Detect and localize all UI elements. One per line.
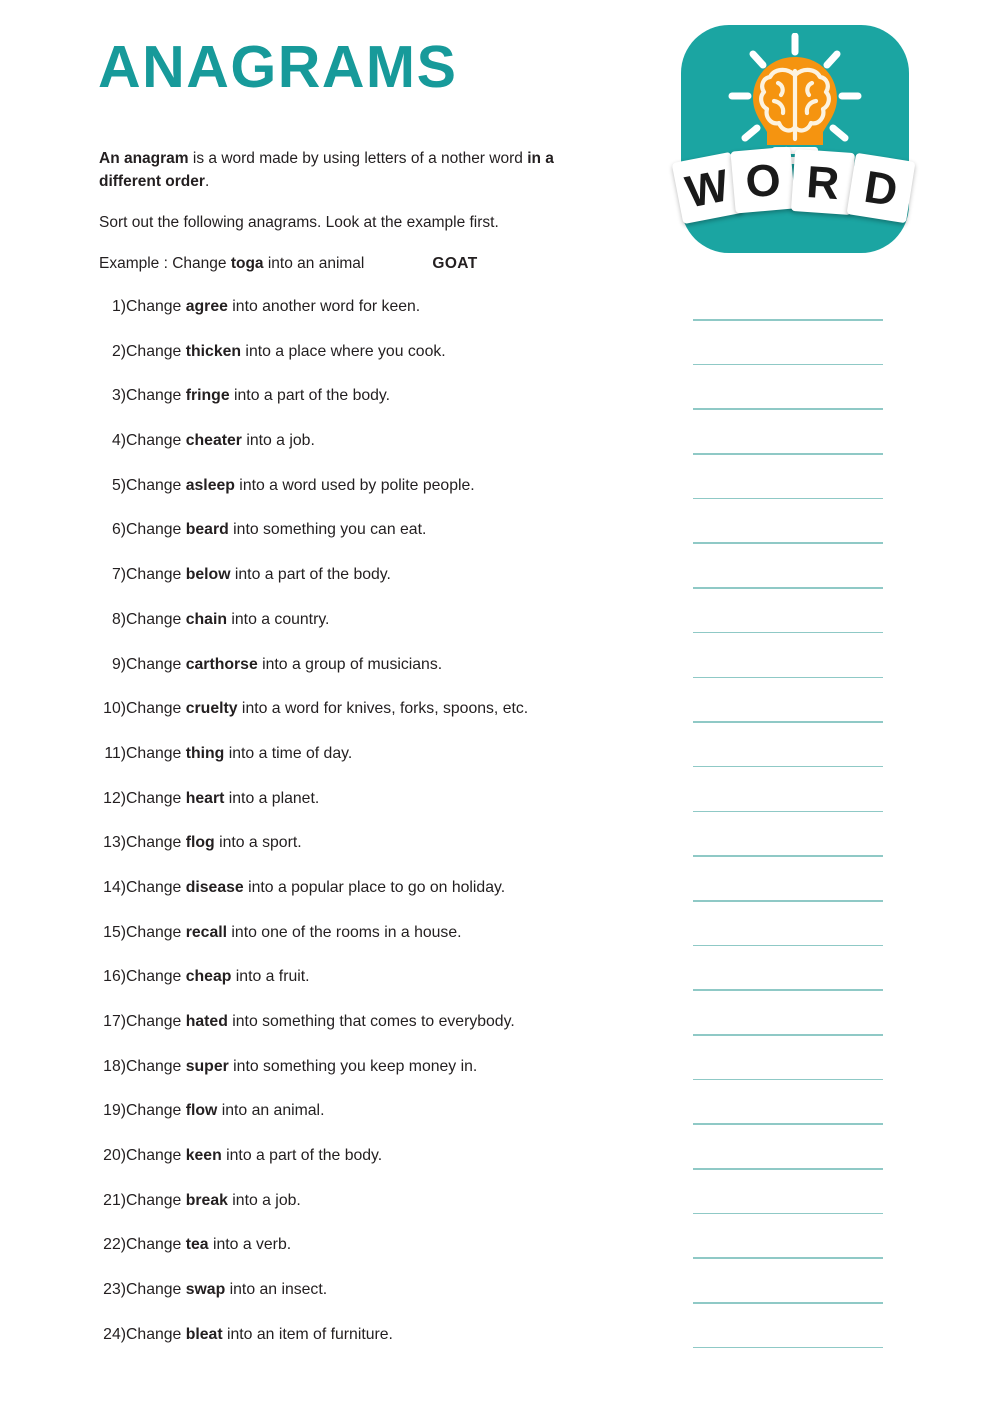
question-text [126, 1324, 393, 1346]
anagram-word: disease [185, 878, 244, 896]
question-row [0, 293, 1000, 338]
question-number [98, 609, 126, 631]
question-number-label: 14) [103, 878, 126, 896]
anagram-word: carthorse [185, 655, 258, 673]
question-number [98, 698, 126, 720]
question-suffix: into an item of furniture. [222, 1325, 393, 1343]
question-suffix: into one of the rooms in a house. [227, 923, 462, 941]
question-text [126, 832, 302, 854]
question-prefix: Change [126, 432, 186, 450]
question-text [126, 743, 352, 765]
question-prefix: Change [126, 298, 186, 315]
question-number-label: 9) [111, 655, 126, 673]
answer-line[interactable] [693, 945, 883, 947]
question-prefix: Change [126, 1057, 186, 1075]
question-suffix: into a word used by polite people. [234, 476, 475, 494]
question-number [98, 1100, 126, 1122]
question-text [126, 877, 505, 899]
question-number-label: 19) [103, 1102, 126, 1120]
anagram-word: agree [185, 298, 228, 315]
question-row [0, 338, 1000, 383]
anagram-word: thicken [185, 342, 242, 360]
anagram-word: beard [185, 521, 229, 539]
anagram-word: asleep [185, 476, 235, 494]
answer-line[interactable] [693, 632, 883, 634]
question-suffix: into a part of the body. [230, 566, 391, 584]
question-number [98, 832, 126, 854]
anagram-word: below [185, 566, 231, 584]
letter-tile: O [730, 147, 795, 214]
question-text [126, 341, 446, 363]
answer-line[interactable] [693, 766, 883, 768]
question-number-label: 12) [103, 789, 126, 807]
anagram-word: recall [185, 923, 228, 941]
word-game-logo [681, 25, 909, 253]
question-suffix: into a word for knives, forks, spoons, etc. [237, 700, 529, 718]
question-number [98, 654, 126, 676]
answer-line[interactable] [693, 1034, 883, 1036]
question-suffix: into something you can eat. [228, 521, 427, 539]
question-prefix: Change [126, 789, 186, 807]
question-text [126, 922, 462, 944]
question-number-label: 22) [103, 1236, 126, 1254]
question-prefix: Change [126, 1325, 186, 1343]
example-suffix: into an animal [263, 254, 365, 272]
question-row [0, 516, 1000, 561]
question-text [126, 1145, 382, 1167]
anagram-word: break [185, 1191, 228, 1209]
question-suffix: into a time of day. [224, 744, 353, 762]
anagram-word: cheap [185, 968, 232, 986]
question-prefix: Change [126, 1191, 186, 1209]
answer-line[interactable] [693, 677, 883, 679]
question-text [126, 475, 475, 497]
letter-tile: D [847, 153, 916, 224]
question-text [126, 788, 319, 810]
question-number [98, 788, 126, 810]
question-number-label: 21) [103, 1191, 126, 1209]
answer-line[interactable] [693, 1168, 883, 1170]
question-suffix: into something that comes to everybody. [227, 1013, 515, 1030]
question-row [0, 606, 1000, 651]
question-number-label: 16) [103, 968, 126, 986]
question-prefix: Change [126, 610, 186, 628]
question-number [98, 743, 126, 765]
question-prefix: Change [126, 923, 186, 941]
question-number [98, 877, 126, 899]
question-suffix: into something you keep money in. [228, 1057, 478, 1075]
question-prefix: Change [126, 744, 186, 762]
question-text [126, 609, 329, 631]
question-suffix: into a place where you cook. [241, 342, 446, 360]
question-number-label: 20) [103, 1147, 126, 1165]
question-suffix: into a job. [227, 1191, 301, 1209]
question-number-label: 18) [103, 1057, 126, 1075]
anagram-word: hated [185, 1013, 228, 1030]
anagram-word: keen [185, 1147, 222, 1165]
question-number-label: 15) [103, 923, 126, 941]
anagram-word: flog [185, 834, 215, 852]
anagram-word: swap [185, 1281, 226, 1299]
question-number-label: 6) [111, 521, 126, 539]
question-suffix: into a group of musicians. [257, 655, 443, 673]
question-row [0, 1276, 1000, 1321]
question-number-label: 23) [103, 1281, 126, 1299]
question-row [0, 382, 1000, 427]
question-row [0, 963, 1000, 1008]
question-prefix: Change [126, 655, 186, 673]
question-suffix: into an insect. [225, 1281, 328, 1299]
question-number-label: 7) [111, 566, 126, 584]
letter-tile: R [791, 149, 855, 215]
question-suffix: into a part of the body. [221, 1147, 383, 1165]
question-number-label: 10) [103, 700, 126, 718]
question-number-label: 24) [103, 1325, 126, 1343]
question-text [126, 430, 315, 452]
question-number [98, 341, 126, 363]
question-number [98, 296, 126, 318]
question-suffix: into another word for keen. [227, 298, 421, 315]
answer-line[interactable] [693, 319, 883, 321]
question-number [98, 430, 126, 452]
question-text [126, 698, 528, 720]
example-sentence [99, 253, 364, 276]
definition-lead: An anagram [99, 150, 189, 167]
question-text [126, 1279, 327, 1301]
answer-line[interactable] [693, 855, 883, 857]
question-prefix: Change [126, 700, 186, 718]
worksheet-header [0, 0, 1000, 275]
anagram-word: heart [185, 789, 225, 807]
question-row [0, 427, 1000, 472]
example-prefix: Example : Change [99, 254, 231, 272]
question-number-label: 5) [111, 476, 126, 494]
answer-line[interactable] [693, 721, 883, 723]
question-number [98, 475, 126, 497]
anagram-word: chain [185, 610, 227, 628]
questions-list [0, 293, 1000, 1366]
question-suffix: into a verb. [208, 1236, 292, 1254]
answer-line[interactable] [693, 408, 883, 410]
answer-line[interactable] [693, 453, 883, 455]
question-row [0, 740, 1000, 785]
anagram-word: tea [185, 1236, 209, 1254]
question-number-label: 2) [111, 342, 126, 360]
anagram-word: flow [185, 1102, 218, 1120]
question-number [98, 966, 126, 988]
question-prefix: Change [126, 521, 186, 539]
question-text [126, 1056, 477, 1078]
question-row [0, 829, 1000, 874]
question-row [0, 561, 1000, 606]
question-text [126, 564, 391, 586]
intro-block [99, 148, 599, 275]
question-row [0, 1008, 1000, 1053]
question-text [126, 385, 390, 407]
word-tiles [675, 141, 915, 233]
anagram-word: fringe [185, 387, 230, 405]
question-row [0, 1187, 1000, 1232]
question-number [98, 564, 126, 586]
question-text [126, 296, 420, 318]
answer-line[interactable] [693, 364, 883, 366]
question-prefix: Change [126, 834, 186, 852]
question-suffix: into an animal. [217, 1102, 325, 1120]
question-text [126, 1011, 515, 1033]
question-row [0, 1142, 1000, 1187]
answer-line[interactable] [693, 900, 883, 902]
question-row [0, 695, 1000, 740]
question-number-label: 3) [111, 387, 126, 405]
question-number-label: 13) [103, 834, 126, 852]
question-number-label: 4) [111, 432, 126, 450]
question-number-label: 1) [111, 298, 126, 315]
question-text [126, 1100, 324, 1122]
question-prefix: Change [126, 878, 186, 896]
question-prefix: Change [126, 476, 186, 494]
question-row [0, 1321, 1000, 1366]
answer-line[interactable] [693, 1347, 883, 1349]
answer-line[interactable] [693, 989, 883, 991]
letter-tile: W [672, 152, 743, 224]
example-row [99, 253, 599, 276]
question-row [0, 472, 1000, 517]
definition-mid: is a word made by using letters of a nother word [188, 150, 528, 167]
answer-line[interactable] [693, 1302, 883, 1304]
question-number-label: 11) [104, 744, 126, 762]
question-text [126, 519, 426, 541]
answer-line[interactable] [693, 1123, 883, 1125]
question-number [98, 1011, 126, 1033]
question-prefix: Change [126, 1102, 186, 1120]
anagram-word: cheater [185, 432, 242, 450]
example-word: toga [230, 254, 264, 272]
question-row [0, 1231, 1000, 1276]
question-prefix: Change [126, 968, 186, 986]
question-number-label: 17) [103, 1013, 126, 1030]
example-answer: GOAT [432, 254, 478, 272]
question-number [98, 922, 126, 944]
question-row [0, 919, 1000, 964]
question-prefix: Change [126, 387, 186, 405]
anagram-word: thing [185, 744, 225, 762]
question-row [0, 1053, 1000, 1098]
instruction-text: Sort out the following anagrams. Look at the example first. [99, 214, 499, 231]
question-number [98, 1324, 126, 1346]
answer-line[interactable] [693, 542, 883, 544]
question-number [98, 1190, 126, 1212]
anagram-word: cruelty [185, 700, 238, 718]
question-row [0, 1097, 1000, 1142]
question-suffix: into a country. [227, 610, 330, 628]
question-text [126, 1190, 301, 1212]
question-prefix: Change [126, 342, 186, 360]
question-row [0, 651, 1000, 696]
question-number [98, 1145, 126, 1167]
question-suffix: into a part of the body. [229, 387, 391, 405]
question-suffix: into a popular place to go on holiday. [243, 878, 506, 896]
question-number [98, 1234, 126, 1256]
question-prefix: Change [126, 1281, 186, 1299]
question-suffix: into a planet. [224, 789, 320, 807]
page-title: ANAGRAMS [98, 34, 458, 100]
question-number [98, 519, 126, 541]
question-prefix: Change [126, 566, 186, 584]
question-number [98, 385, 126, 407]
question-suffix: into a job. [241, 432, 315, 450]
answer-line[interactable] [693, 1213, 883, 1215]
answer-line[interactable] [693, 498, 883, 500]
question-row [0, 874, 1000, 919]
answer-line[interactable] [693, 811, 883, 813]
definition-tail: in a different order [99, 150, 554, 190]
question-text [126, 654, 442, 676]
definition-end: . [204, 172, 210, 190]
question-prefix: Change [126, 1147, 186, 1165]
question-number-label: 8) [111, 610, 126, 628]
question-suffix: into a fruit. [231, 968, 310, 986]
question-suffix: into a sport. [214, 834, 302, 852]
question-text [126, 966, 310, 988]
anagram-word: super [185, 1057, 229, 1075]
question-number [98, 1279, 126, 1301]
anagram-word: bleat [185, 1325, 223, 1343]
answer-line[interactable] [693, 1257, 883, 1259]
answer-line[interactable] [693, 1079, 883, 1081]
anagram-definition [99, 148, 599, 193]
question-number [98, 1056, 126, 1078]
question-row [0, 785, 1000, 830]
answer-line[interactable] [693, 587, 883, 589]
question-text [126, 1234, 291, 1256]
question-prefix: Change [126, 1013, 186, 1030]
question-prefix: Change [126, 1236, 186, 1254]
